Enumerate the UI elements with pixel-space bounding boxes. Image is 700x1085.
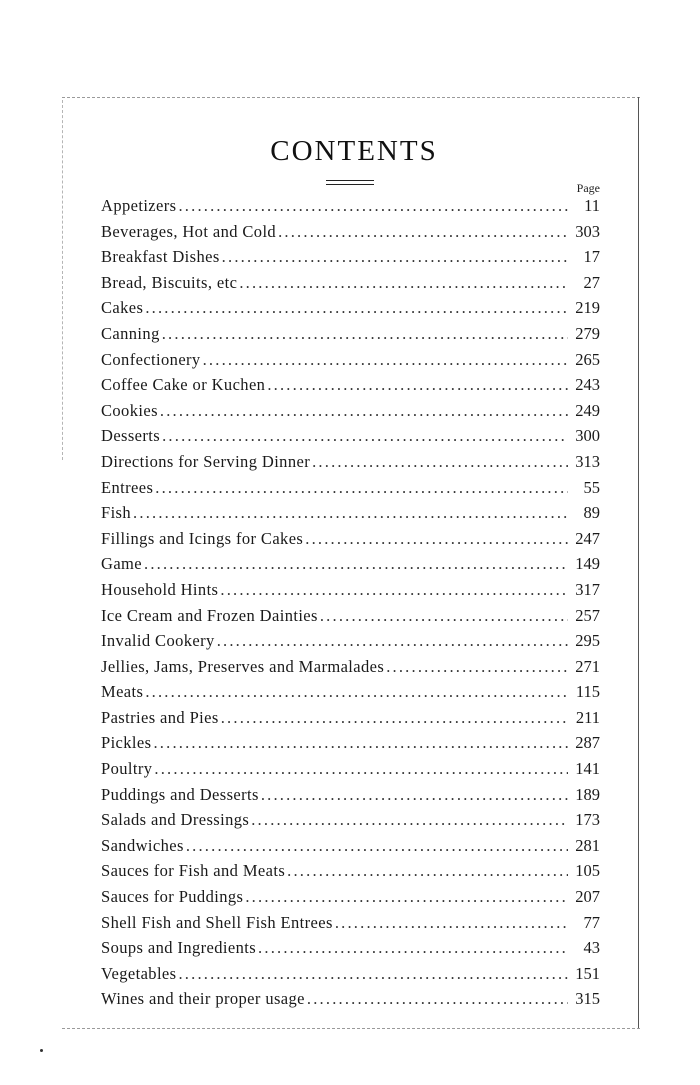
toc-entry-page-number: 11 — [584, 196, 600, 215]
dot-leader — [239, 273, 568, 293]
toc-entry[interactable] — [101, 350, 600, 376]
toc-entry-label: Entrees — [101, 477, 154, 497]
toc-entry-label: Pickles — [101, 733, 152, 753]
dot-leader — [287, 861, 568, 881]
toc-entry-page-number: 243 — [575, 375, 600, 395]
toc-entry-page-number: 317 — [575, 579, 600, 599]
dot-leader — [245, 887, 568, 907]
toc-entry[interactable] — [101, 759, 600, 785]
dot-leader — [307, 989, 568, 1009]
page-border-bottom — [62, 1028, 640, 1029]
dot-leader — [258, 938, 568, 958]
toc-entry[interactable] — [101, 606, 600, 632]
toc-entry-page-number: 295 — [575, 631, 600, 651]
toc-entry-label: Coffee Cake or Kuchen — [101, 375, 266, 395]
toc-entry-page-number: 313 — [575, 451, 600, 471]
table-of-contents — [101, 196, 600, 1015]
toc-entry-label: Canning — [101, 323, 160, 343]
toc-entry[interactable] — [101, 733, 600, 759]
toc-entry-label: Wines and their proper usage — [101, 989, 305, 1009]
toc-entry-label: Puddings and Desserts — [101, 784, 259, 804]
toc-entry-label: Directions for Serving Dinner — [101, 451, 311, 471]
dot-leader — [145, 682, 568, 702]
toc-entry-page-number: 249 — [575, 400, 600, 420]
toc-entry-label: Shell Fish and Shell Fish Entrees — [101, 912, 333, 932]
dot-leader — [221, 708, 568, 728]
toc-entry-label: Pastries and Pies — [101, 707, 219, 727]
toc-entry[interactable] — [101, 810, 600, 836]
page-border-top — [62, 97, 640, 98]
toc-entry-label: Soups and Ingredients — [101, 938, 257, 958]
toc-entry[interactable] — [101, 273, 600, 299]
toc-entry-label: Cookies — [101, 400, 158, 420]
toc-entry[interactable] — [101, 708, 600, 734]
page-column-header: Page — [576, 181, 600, 195]
toc-entry-page-number: 77 — [583, 912, 600, 932]
toc-entry-label: Cakes — [101, 298, 144, 318]
print-speck — [40, 1049, 43, 1052]
dot-leader — [320, 606, 568, 626]
toc-entry-label: Ice Cream and Frozen Dainties — [101, 605, 318, 625]
toc-entry-page-number: 219 — [575, 298, 600, 318]
dot-leader — [386, 657, 568, 677]
toc-entry[interactable] — [101, 913, 600, 939]
toc-entry-page-number: 105 — [575, 861, 600, 881]
dot-leader — [155, 478, 568, 498]
toc-entry-label: Game — [101, 554, 142, 574]
dot-leader — [145, 298, 568, 318]
toc-entry-label: Fish — [101, 503, 132, 523]
title-double-rule — [326, 180, 374, 185]
dot-leader — [178, 196, 568, 216]
toc-entry[interactable] — [101, 631, 600, 657]
toc-entry-label: Appetizers — [101, 196, 177, 215]
toc-entry[interactable] — [101, 657, 600, 683]
toc-entry-page-number: 17 — [583, 247, 600, 267]
toc-entry-page-number: 55 — [583, 477, 600, 497]
dot-leader — [312, 452, 568, 472]
toc-entry-page-number: 247 — [575, 528, 600, 548]
page-title: CONTENTS — [270, 135, 438, 167]
toc-entry-page-number: 279 — [575, 323, 600, 343]
page-border-right — [638, 97, 639, 1029]
toc-entry[interactable] — [101, 324, 600, 350]
toc-entry-page-number: 141 — [575, 759, 600, 779]
dot-leader — [203, 350, 568, 370]
toc-entry[interactable] — [101, 989, 600, 1015]
dot-leader — [154, 759, 568, 779]
toc-entry-label: Meats — [101, 682, 144, 702]
toc-entry-label: Bread, Biscuits, etc — [101, 272, 238, 292]
toc-entry-page-number: 149 — [575, 554, 600, 574]
toc-entry-label: Invalid Cookery — [101, 631, 215, 651]
toc-entry[interactable] — [101, 964, 600, 990]
toc-entry-label: Jellies, Jams, Preserves and Marmalades — [101, 656, 385, 676]
toc-entry-label: Sauces for Fish and Meats — [101, 861, 286, 881]
toc-entry-label: Confectionery — [101, 349, 201, 369]
toc-entry[interactable] — [101, 222, 600, 248]
toc-entry[interactable] — [101, 580, 600, 606]
dot-leader — [178, 964, 568, 984]
toc-entry-label: Sauces for Puddings — [101, 887, 244, 907]
toc-entry[interactable] — [101, 861, 600, 887]
dot-leader — [217, 631, 568, 651]
dot-leader — [186, 836, 568, 856]
toc-entry-label: Sandwiches — [101, 835, 184, 855]
toc-entry-page-number: 271 — [575, 656, 600, 676]
toc-entry-page-number: 89 — [583, 503, 600, 523]
dot-leader — [278, 222, 568, 242]
dot-leader — [267, 375, 568, 395]
toc-entry-page-number: 27 — [583, 272, 600, 292]
toc-entry[interactable] — [101, 196, 600, 222]
toc-entry[interactable] — [101, 375, 600, 401]
dot-leader — [222, 247, 568, 267]
toc-entry-label: Salads and Dressings — [101, 810, 250, 830]
toc-entry-page-number: 115 — [575, 682, 600, 702]
toc-entry-page-number: 265 — [575, 349, 600, 369]
dot-leader — [144, 554, 568, 574]
toc-entry-label: Breakfast Dishes — [101, 247, 220, 267]
toc-entry-label: Vegetables — [101, 963, 177, 983]
toc-entry-page-number: 287 — [575, 733, 600, 753]
toc-entry-page-number: 189 — [575, 784, 600, 804]
toc-entry[interactable] — [101, 452, 600, 478]
dot-leader — [335, 913, 568, 933]
toc-entry[interactable] — [101, 554, 600, 580]
dot-leader — [162, 324, 568, 344]
toc-entry-page-number: 151 — [575, 963, 600, 983]
toc-entry[interactable] — [101, 426, 600, 452]
toc-entry[interactable] — [101, 478, 600, 504]
dot-leader — [160, 401, 568, 421]
toc-entry-page-number: 315 — [575, 989, 600, 1009]
toc-entry[interactable] — [101, 887, 600, 913]
toc-entry-page-number: 43 — [583, 938, 600, 958]
toc-entry[interactable] — [101, 503, 600, 529]
toc-entry-label: Desserts — [101, 426, 161, 446]
toc-entry[interactable] — [101, 938, 600, 964]
toc-entry-page-number: 257 — [575, 605, 600, 625]
toc-entry[interactable] — [101, 247, 600, 273]
dot-leader — [261, 785, 568, 805]
dot-leader — [153, 733, 568, 753]
toc-entry-label: Household Hints — [101, 579, 219, 599]
toc-entry-page-number: 300 — [575, 426, 600, 446]
toc-entry-page-number: 281 — [575, 835, 600, 855]
toc-entry[interactable] — [101, 529, 600, 555]
toc-entry[interactable] — [101, 298, 600, 324]
toc-entry[interactable] — [101, 682, 600, 708]
toc-entry-page-number: 303 — [575, 221, 600, 241]
dot-leader — [162, 426, 568, 446]
dot-leader — [251, 810, 568, 830]
dot-leader — [220, 580, 568, 600]
toc-entry[interactable] — [101, 401, 600, 427]
toc-entry-label: Poultry — [101, 759, 153, 779]
toc-entry-label: Beverages, Hot and Cold — [101, 221, 277, 241]
dot-leader — [133, 503, 568, 523]
toc-entry[interactable] — [101, 836, 600, 862]
toc-entry-page-number: 207 — [575, 887, 600, 907]
toc-entry-label: Fillings and Icings for Cakes — [101, 528, 304, 548]
dot-leader — [305, 529, 568, 549]
toc-entry[interactable] — [101, 785, 600, 811]
toc-entry-page-number: 173 — [575, 810, 600, 830]
toc-entry-page-number: 211 — [575, 707, 600, 727]
